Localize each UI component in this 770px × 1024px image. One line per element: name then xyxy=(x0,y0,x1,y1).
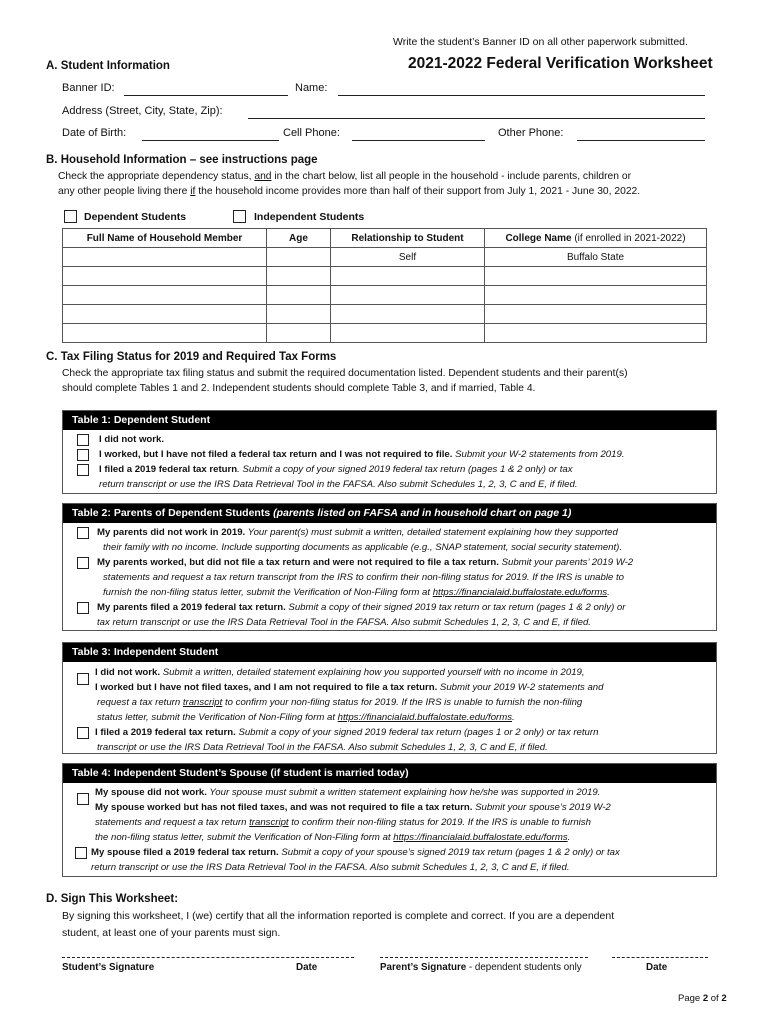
col-age: Age xyxy=(267,229,331,248)
t4-r2-cont-b: to confirm their non-filing status for 2019. If the IRS is unable to furnish xyxy=(288,817,591,828)
forms-link[interactable]: https://financialaid.buffalostate.edu/forms xyxy=(393,832,568,843)
section-b-text-1 xyxy=(58,171,631,182)
section-d-text-1: By signing this worksheet, I (we) certify that all the information reported is complete and correct. If you are a dependent xyxy=(62,910,615,922)
t3-r3-checkbox[interactable] xyxy=(77,727,89,739)
t4-r2-italic: Submit your spouse’s 2019 W-2 xyxy=(472,802,611,813)
cell-phone-label: Cell Phone: xyxy=(283,127,340,139)
section-d-heading: D. Sign This Worksheet: xyxy=(46,893,179,905)
t4-r2-cont xyxy=(95,815,716,830)
table4-box xyxy=(62,763,717,877)
table1-header: Table 1: Dependent Student xyxy=(63,411,716,430)
dob-label: Date of Birth: xyxy=(62,127,127,139)
t3-r2-bold: I worked but I have not filed taxes, and I am not required to file a tax return. xyxy=(95,682,438,693)
t4-r2-cont-a: statements and request a tax return xyxy=(95,817,250,828)
t3-r2-cont xyxy=(97,695,716,710)
b-text-2-if: if xyxy=(190,186,196,197)
t3-r2-transcript: transcript xyxy=(182,697,223,708)
t4-r2-bold: My spouse worked but has not filed taxes, and was not required to file a tax return. xyxy=(95,802,473,813)
t2-r2-cont2a: furnish the non-filing status letter, submit the Verification of Non-Filing form at xyxy=(103,587,433,598)
page-pre: Page xyxy=(678,993,703,1004)
t2-r3-italic: Submit a copy of their signed 2019 tax return or tax return (pages 1 & 2 only) or xyxy=(285,602,626,613)
household-header-row xyxy=(63,229,707,248)
forms-link[interactable]: https://financialaid.buffalostate.edu/forms xyxy=(432,587,608,598)
t2-r2-bold: My parents worked, but did not file a tax return and were not required to file a tax return. xyxy=(97,557,499,568)
table-cell[interactable] xyxy=(485,324,707,343)
t4-r1-text xyxy=(95,785,700,800)
b-text-1a: Check the appropriate dependency status, xyxy=(58,171,255,182)
t2-r1-italic: Your parent(s) must submit a written, detailed statement explaining how they supported xyxy=(245,527,618,538)
t2-r1-bold: My parents did not work in 2019. xyxy=(97,527,246,538)
cell-phone-field[interactable] xyxy=(352,140,485,141)
section-c-heading: C. Tax Filing Status for 2019 and Required Tax Forms xyxy=(46,351,337,363)
t3-r2-cont2a: status letter, submit the Verification of Non-Filing form at xyxy=(97,712,338,723)
parent-sig-bold: Parent’s Signature xyxy=(380,962,467,973)
table3-header: Table 3: Independent Student xyxy=(63,643,716,662)
table-cell[interactable] xyxy=(331,324,485,343)
col-full-name: Full Name of Household Member xyxy=(63,229,267,248)
t4-r2-cont2 xyxy=(95,830,716,845)
t2-r2-text xyxy=(97,555,700,570)
t4-r1-italic: Your spouse must submit a written statement explaining how he/she was supported in 2019. xyxy=(206,787,601,798)
table2-header xyxy=(63,504,716,523)
table-cell[interactable] xyxy=(331,305,485,324)
t1-r2-bold: I worked, but I have not filed a federal tax return and I was not required to file. xyxy=(99,449,453,460)
t2-r3-bold: My parents filed a 2019 federal tax return. xyxy=(97,602,286,613)
student-signature-field[interactable] xyxy=(62,957,354,958)
table-cell[interactable] xyxy=(267,248,331,267)
address-field[interactable] xyxy=(248,118,705,119)
t4-r2-cont2a: the non-filing status letter, submit the Verification of Non-Filing form at xyxy=(95,832,394,843)
col-college-rest: (if enrolled in 2021-2022) xyxy=(571,232,686,244)
section-b-text-2 xyxy=(58,186,640,197)
table-cell[interactable] xyxy=(331,267,485,286)
page-number xyxy=(678,993,727,1004)
t1-r1-checkbox[interactable] xyxy=(77,434,89,446)
table-cell[interactable] xyxy=(267,305,331,324)
t2-r2-cont2b: . xyxy=(607,587,610,598)
t1-r3-bold: I filed a 2019 federal tax return xyxy=(99,464,238,475)
t3-r1-italic: Submit a written, detailed statement explaining how you supported yourself with no income in 2019, xyxy=(160,667,585,678)
parent-date-field[interactable] xyxy=(612,957,708,958)
t1-r3-italic: . Submit a copy of your signed 2019 federal tax return (pages 1 & 2 only) or tax xyxy=(237,464,573,475)
t2-r3-checkbox[interactable] xyxy=(77,602,89,614)
t3-r2-cont-b: to confirm your non-filing status for 2019. If the IRS is unable to furnish the non-filing xyxy=(222,697,583,708)
student-signature-label: Student’s Signature xyxy=(62,962,155,973)
table-cell[interactable] xyxy=(63,286,267,305)
t3-r1-bold: I did not work. xyxy=(95,667,161,678)
independent-label: Independent Students xyxy=(254,211,365,223)
t3-r2-cont2b: . xyxy=(512,712,515,723)
t1-r3-text xyxy=(99,462,700,477)
t2-header-text: Table 2: Parents of Dependent Students xyxy=(72,507,274,519)
page-mid: of xyxy=(708,993,722,1004)
t3-r3-text xyxy=(95,725,700,740)
forms-link[interactable]: https://financialaid.buffalostate.edu/forms xyxy=(337,712,513,723)
table2-box xyxy=(62,503,717,631)
t2-r2-checkbox[interactable] xyxy=(77,557,89,569)
table-cell: Self xyxy=(331,248,485,267)
b-text-2b: the household income provides more than half of their support from July 1, 2021 - June 30, 2022. xyxy=(195,186,641,197)
table-cell[interactable] xyxy=(485,305,707,324)
t2-header-italic: (parents listed on FAFSA and in household chart on page 1) xyxy=(273,507,572,519)
top-note: Write the student’s Banner ID on all other paperwork submitted. xyxy=(393,36,688,48)
section-c-text-2: should complete Tables 1 and 2. Independent students should complete Table 3, and if married, Table 4. xyxy=(62,383,536,394)
t2-r2-italic: Submit your parents’ 2019 W-2 xyxy=(498,557,634,568)
student-date-label: Date xyxy=(296,962,318,973)
table3-box xyxy=(62,642,717,754)
t1-r2-italic: Submit your W-2 statements from 2019. xyxy=(452,449,625,460)
banner-id-field[interactable] xyxy=(124,95,288,96)
t3-r3-italic: Submit a copy of your signed 2019 federal tax return (pages 1 or 2 only) or tax return xyxy=(235,727,599,738)
t2-r1-text xyxy=(97,525,700,540)
t4-r3-text xyxy=(91,845,700,860)
section-b-heading: B. Household Information – see instructions page xyxy=(46,154,318,166)
t1-r2-text xyxy=(99,447,700,462)
table-cell[interactable] xyxy=(63,267,267,286)
t2-r3-cont: tax return transcript or use the IRS Data Retrieval Tool in the FAFSA. Also submit Schedules 1, 2, 3, C and E, if filed. xyxy=(97,617,591,628)
other-phone-field[interactable] xyxy=(577,140,705,141)
t3-r2-cont-a: request a tax return xyxy=(97,697,183,708)
b-text-2a: any other people living there xyxy=(58,186,191,197)
household-table xyxy=(62,228,707,343)
t4-r3-checkbox[interactable] xyxy=(75,847,87,859)
t2-r3-text xyxy=(97,600,700,615)
name-field[interactable] xyxy=(338,95,705,96)
t1-r3-cont: return transcript or use the IRS Data Retrieval Tool in the FAFSA. Also submit Schedules 1, 2, 3, C and E, if filed. xyxy=(99,479,578,490)
table-cell[interactable] xyxy=(267,324,331,343)
t4-r2-transcript: transcript xyxy=(249,817,289,828)
parent-signature-label xyxy=(380,962,582,973)
t4-r2-cont2b: . xyxy=(567,832,571,843)
t1-r1-text: I did not work. xyxy=(99,434,165,445)
parent-date-label: Date xyxy=(646,962,668,973)
t3-r3-bold: I filed a 2019 federal tax return. xyxy=(95,727,236,738)
dob-field[interactable] xyxy=(142,140,279,141)
page-total: 2 xyxy=(721,993,727,1004)
t3-r2-text xyxy=(95,680,700,695)
name-label: Name: xyxy=(295,82,328,94)
table-cell[interactable] xyxy=(267,286,331,305)
t2-r1-cont: their family with no income. Include supporting documents as applicable (e.g., SNAP statement, social security statement). xyxy=(103,542,623,553)
parent-sig-note: - dependent students only xyxy=(466,962,582,973)
t4-r3-italic: Submit a copy of your spouse’s signed 2019 tax return (pages 1 & 2 only) or tax xyxy=(278,847,620,858)
parent-signature-field[interactable] xyxy=(380,957,588,958)
banner-id-label: Banner ID: xyxy=(62,82,115,94)
table-cell[interactable] xyxy=(63,305,267,324)
table-cell[interactable] xyxy=(485,286,707,305)
t3-r3-cont: transcript or use the IRS Data Retrieval Tool in the FAFSA. Also submit Schedules 1, 2, 3, C and E, if filed. xyxy=(97,742,548,753)
table1-box xyxy=(62,410,717,494)
t2-r1-checkbox[interactable] xyxy=(77,527,89,539)
section-c-text-1: Check the appropriate tax filing status and submit the required documentation listed. Dependent students and their parent(s) xyxy=(62,368,628,379)
t4-r3-cont: return transcript or use the IRS Data Retrieval Tool in the FAFSA. Also submit Schedules 1, 2, 3, C and E, if filed. xyxy=(91,862,570,873)
t3-r2-italic: Submit your 2019 W-2 statements and xyxy=(437,682,604,693)
table-cell[interactable] xyxy=(331,286,485,305)
address-label: Address (Street, City, State, Zip): xyxy=(62,105,223,117)
dependent-label: Dependent Students xyxy=(84,211,187,223)
page-num: 2 xyxy=(702,993,709,1004)
table-cell: Buffalo State xyxy=(485,248,707,267)
table-cell[interactable] xyxy=(63,324,267,343)
t4-r3-bold: My spouse filed a 2019 federal tax return. xyxy=(91,847,279,858)
t2-r2-cont2 xyxy=(103,585,716,600)
t3-r1-checkbox[interactable] xyxy=(77,673,89,685)
table-cell[interactable] xyxy=(63,248,267,267)
table-row xyxy=(63,248,707,267)
section-d-text-2: student, at least one of your parents must sign. xyxy=(62,927,281,939)
independent-checkbox[interactable] xyxy=(233,210,246,223)
b-text-1-and: and xyxy=(254,171,272,182)
b-text-1b: in the chart below, list all people in the household - include parents, children or xyxy=(271,171,631,182)
t4-r1-bold: My spouse did not work. xyxy=(95,787,207,798)
table4-header: Table 4: Independent Student’s Spouse (if student is married today) xyxy=(63,764,716,783)
t3-r1-text xyxy=(95,665,700,680)
table-cell[interactable] xyxy=(485,267,707,286)
t2-r2-cont: statements and request a tax return transcript from the IRS to confirm their non-filing status for 2019. If the IRS is unable to xyxy=(103,572,624,583)
col-college xyxy=(485,229,707,248)
page-title: 2021-2022 Federal Verification Worksheet xyxy=(408,55,713,72)
table-row xyxy=(63,305,707,324)
section-a-heading: A. Student Information xyxy=(46,60,170,72)
dependent-checkbox[interactable] xyxy=(64,210,77,223)
col-relationship: Relationship to Student xyxy=(331,229,485,248)
other-phone-label: Other Phone: xyxy=(498,127,564,139)
table-cell[interactable] xyxy=(267,267,331,286)
table-row xyxy=(63,324,707,343)
table-row xyxy=(63,267,707,286)
t1-r3-checkbox[interactable] xyxy=(77,464,89,476)
t4-r2-text xyxy=(95,800,700,815)
col-college-bold: College Name xyxy=(505,232,572,244)
table-row xyxy=(63,286,707,305)
t3-r2-cont2 xyxy=(97,710,716,725)
t1-r2-checkbox[interactable] xyxy=(77,449,89,461)
t4-r1-checkbox[interactable] xyxy=(77,793,89,805)
